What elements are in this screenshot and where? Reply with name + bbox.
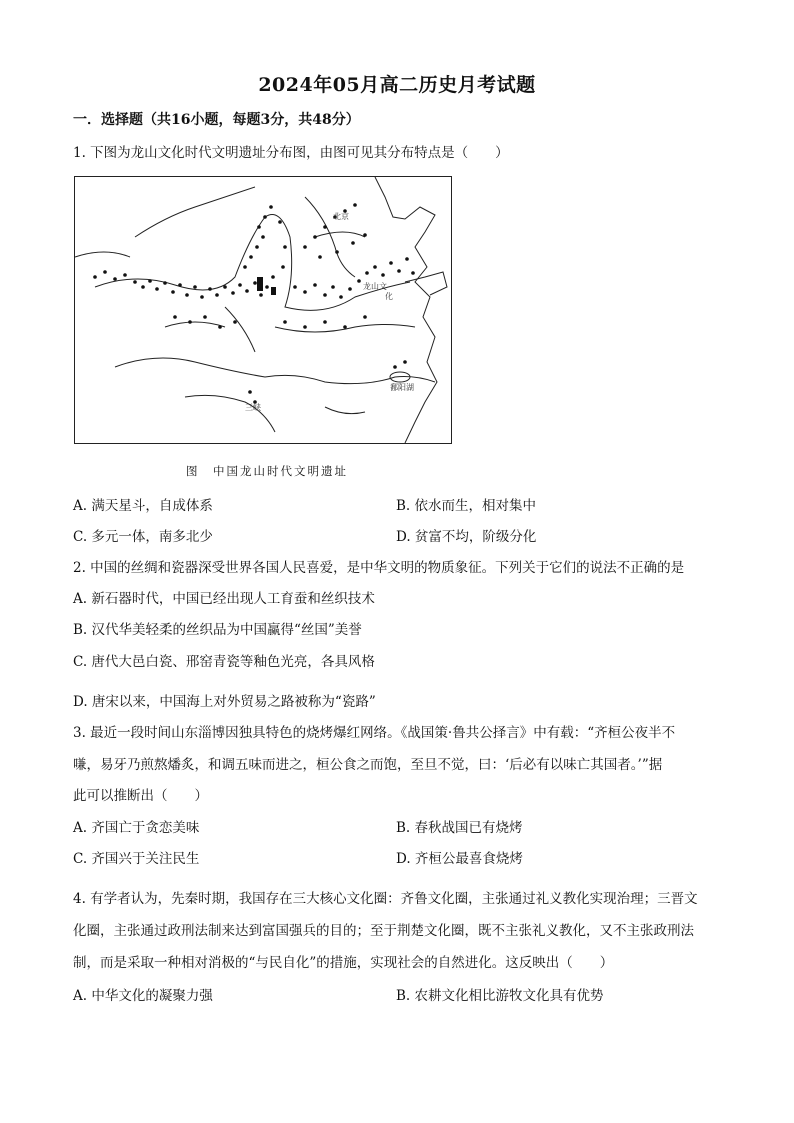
q3-option-b[interactable]: B. 春秋战国已有烧烤: [396, 820, 523, 836]
map-image: [75, 177, 451, 443]
q3-option-d[interactable]: D. 齐桓公最喜食烧烤: [396, 851, 523, 867]
q4-option-a[interactable]: A. 中华文化的凝聚力强: [73, 988, 213, 1004]
section-heading: 一．选择题（共16小题，每题3分，共48分）: [73, 112, 360, 128]
map-label-poyang: 鄱阳湖: [390, 383, 414, 392]
q2-option-c[interactable]: C. 唐代大邑白瓷、邢窑青瓷等釉色光亮，各具风格: [73, 654, 375, 670]
q4-stem-line-3: 制，而是采取一种相对消极的“与民自化”的措施，实现社会的自然进化。这反映出（ ）: [73, 955, 614, 971]
map-label-longshan-2: 化: [385, 292, 393, 301]
q1-option-a[interactable]: A. 满天星斗，自成体系: [73, 498, 213, 514]
q3-option-c[interactable]: C. 齐国兴于关注民生: [73, 851, 200, 867]
q1-option-d[interactable]: D. 贫富不均，阶级分化: [396, 529, 537, 545]
q4-stem-line-1: 4. 有学者认为，先秦时期，我国存在三大核心文化圈：齐鲁文化圈，主张通过礼义教化实现治理；三晋文: [73, 891, 698, 907]
q2-option-b[interactable]: B. 汉代华美轻柔的丝织品为中国赢得“丝国”美誉: [73, 622, 362, 638]
q1-option-c[interactable]: C. 多元一体，南多北少: [73, 529, 213, 545]
map-label-longshan: 龙山文: [363, 282, 387, 291]
q3-stem-line-3: 此可以推断出（ ）: [73, 788, 208, 804]
q4-stem-line-2: 化圈，主张通过政刑法制来达到富国强兵的目的；至于荆楚文化圈，既不主张礼义教化，又不主张政刑法: [73, 923, 694, 939]
q1-option-b[interactable]: B. 依水而生，相对集中: [396, 498, 537, 514]
q2-option-d[interactable]: D. 唐宋以来，中国海上对外贸易之路被称为“瓷路”: [73, 694, 376, 710]
q4-option-b[interactable]: B. 农耕文化相比游牧文化具有优势: [396, 988, 604, 1004]
q1-stem: 1. 下图为龙山文化时代文明遗址分布图，由图可见其分布特点是（ ）: [73, 145, 509, 161]
q3-option-a[interactable]: A. 齐国亡于贪恋美味: [73, 820, 200, 836]
q3-stem-line-2: 嗛，易牙乃煎熬燔炙，和调五味而进之，桓公食之而饱，至旦不觉，曰：‘后必有以味亡其国者。’”据: [73, 757, 663, 773]
map-label-beijing: 北京: [333, 212, 349, 221]
map-caption: 图 中国龙山时代文明遗址: [186, 464, 348, 478]
q2-stem: 2. 中国的丝绸和瓷器深受世界各国人民喜爱，是中华文明的物质象征。下列关于它们的说法不正确的是: [73, 560, 685, 576]
map-label-sanxia: 三峡: [245, 403, 261, 412]
page-title: 2024年05月高二历史月考试题: [258, 74, 536, 96]
longshan-sites-map: [74, 176, 452, 444]
q2-option-a[interactable]: A. 新石器时代，中国已经出现人工育蚕和丝织技术: [73, 591, 375, 607]
q3-stem-line-1: 3. 最近一段时间山东淄博因独具特色的烧烤爆红网络。《战国策·鲁共公择言》中有载：“齐桓公夜半不: [73, 725, 676, 741]
